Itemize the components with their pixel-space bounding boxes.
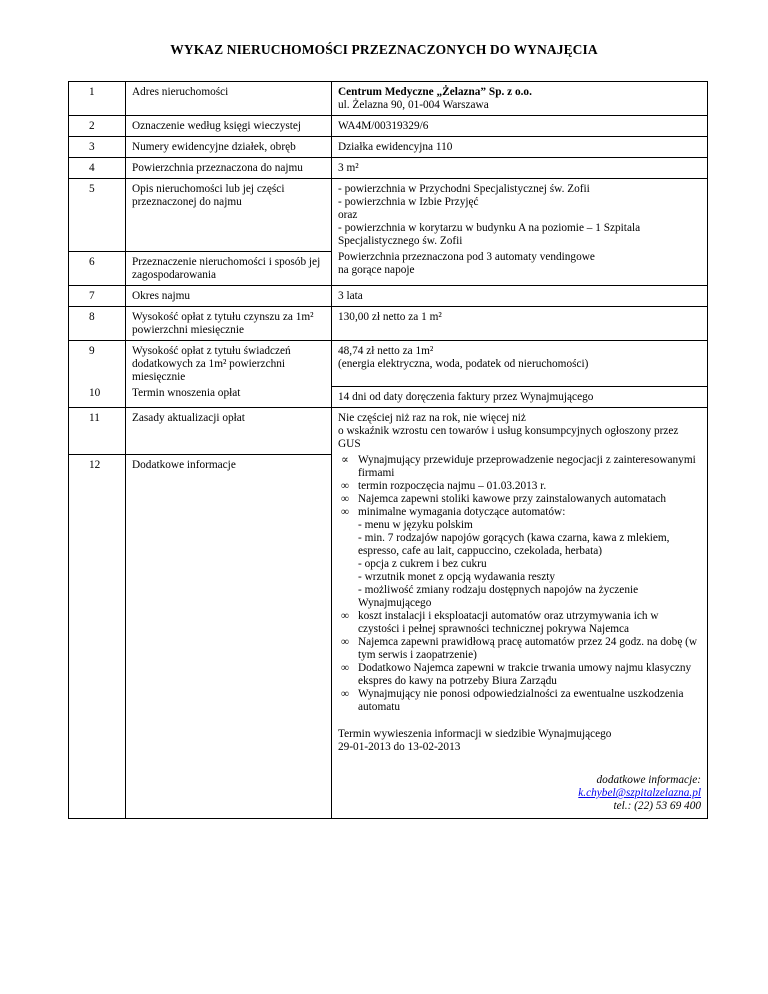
contact-phone: tel.: (22) 53 69 400 <box>613 800 701 812</box>
row-value: WA4M/00319329/6 <box>332 116 708 137</box>
list-item <box>338 662 701 688</box>
row-number: 8 <box>69 306 126 340</box>
additional-info <box>332 454 708 819</box>
row-number: 5 <box>69 179 126 252</box>
infinity-bullet-icon: ∞ <box>340 506 350 518</box>
row-number: 4 <box>69 158 126 179</box>
list-item <box>338 506 701 610</box>
row-label: Adres nieruchomości <box>126 82 332 116</box>
row-number: 11 <box>69 408 126 455</box>
list-item-text: termin rozpoczęcia najmu – 01.03.2013 r. <box>358 480 547 492</box>
row-value: 3 lata <box>332 285 708 306</box>
company-address: ul. Żelazna 90, 01-004 Warszawa <box>338 99 489 111</box>
table-row <box>69 82 708 116</box>
table-row <box>69 340 708 387</box>
table-row <box>69 137 708 158</box>
row-number: 3 <box>69 137 126 158</box>
table-row <box>69 285 708 306</box>
row-value <box>332 82 708 116</box>
row-number: 12 <box>69 454 126 819</box>
row-value: Powierzchnia przeznaczona pod 3 automaty vendingowe na gorące napoje <box>332 251 708 285</box>
row-value: Działka ewidencyjna 110 <box>332 137 708 158</box>
contact-block <box>338 774 701 813</box>
table-row <box>69 387 708 408</box>
table-row <box>69 306 708 340</box>
row-label: Okres najmu <box>126 285 332 306</box>
infinity-bullet-icon: ∞ <box>340 610 350 622</box>
row-value: 3 m² <box>332 158 708 179</box>
table-row <box>69 179 708 252</box>
row-label: Termin wnoszenia opłat <box>126 387 332 408</box>
requirements-sublist: - menu w języku polskim - min. 7 rodzajów napojów gorących (kawa czarna, kawa z mlekiem, espresso, cafe au lait, cappuccino, czekolada, herbata) - opcja z cukrem i bez cukru - wrzutnik monet z opcją wydawania reszty - możliwość zmiany rodzaju dostępnych napojów na życzenie Wynajmującego <box>358 519 670 609</box>
row-label: Dodatkowe informacje <box>126 454 332 819</box>
row-number: 7 <box>69 285 126 306</box>
list-item-text: minimalne wymagania dotyczące automatów: <box>358 506 566 518</box>
row-label: Powierzchnia przeznaczona do najmu <box>126 158 332 179</box>
list-item-text: Najemca zapewni prawidłową pracę automatów przez 24 godz. na dobę (w tym serwis i zaopatrzenie) <box>358 636 698 661</box>
row-label: Numery ewidencyjne działek, obręb <box>126 137 332 158</box>
property-table <box>68 81 708 819</box>
row-label: Przeznaczenie nieruchomości i sposób jej zagospodarowania <box>126 251 332 285</box>
contact-email-link[interactable]: k.chybel@szpitalzelazna.pl <box>578 787 701 799</box>
row-number: 10 <box>69 387 126 408</box>
posting-label: Termin wywieszenia informacji w siedzibie Wynajmującego <box>338 728 612 740</box>
row-value: 130,00 zł netto za 1 m² <box>332 306 708 340</box>
row-label: Opis nieruchomości lub jej części przeznaczonej do najmu <box>126 179 332 252</box>
company-name: Centrum Medyczne „Żelazna” Sp. z o.o. <box>338 86 532 98</box>
list-item-text: koszt instalacji i eksploatacji automatów oraz utrzymywania ich w czystości i pełnej sprawności technicznej pokrywa Najemca <box>358 610 659 635</box>
row-value: Nie częściej niż raz na rok, nie więcej niż o wskaźnik wzrostu cen towarów i usług konsumpcyjnych ogłoszony przez GUS <box>332 408 708 455</box>
list-item <box>338 688 701 714</box>
row-number: 9 <box>69 340 126 387</box>
list-item-text: Dodatkowo Najemca zapewni w trakcie trwania umowy najmu klasyczny ekspres do kawy na potrzeby Biura Zarządu <box>358 662 692 687</box>
row-label: Wysokość opłat z tytułu świadczeń dodatkowych za 1m² powierzchni miesięcznie <box>126 340 332 387</box>
document-title: WYKAZ NIERUCHOMOŚCI PRZEZNACZONYCH DO WYNAJĘCIA <box>170 42 598 57</box>
table-row <box>69 251 708 285</box>
list-item <box>338 610 701 636</box>
row-number: 2 <box>69 116 126 137</box>
row-label: Oznaczenie według księgi wieczystej <box>126 116 332 137</box>
list-item <box>338 636 701 662</box>
table-row <box>69 408 708 455</box>
table-row <box>69 116 708 137</box>
row-value: 14 dni od daty doręczenia faktury przez Wynajmującego <box>332 387 708 408</box>
posting-dates: 29-01-2013 do 13-02-2013 <box>338 741 461 753</box>
row-number: 1 <box>69 82 126 116</box>
list-item <box>338 454 701 480</box>
row-value: 48,74 zł netto za 1m² (energia elektryczna, woda, podatek od nieruchomości) <box>332 340 708 387</box>
list-item-text: Najemca zapewni stoliki kawowe przy zainstalowanych automatach <box>358 493 667 505</box>
table-row <box>69 158 708 179</box>
infinity-bullet-icon: ∞ <box>340 493 350 505</box>
infinity-bullet-icon: ∞ <box>340 480 350 492</box>
table-row <box>69 454 708 819</box>
infinity-bullet-icon: ∞ <box>340 636 350 648</box>
row-number: 6 <box>69 251 126 285</box>
row-label: Wysokość opłat z tytułu czynszu za 1m² powierzchni miesięcznie <box>126 306 332 340</box>
proportional-bullet-icon: ∝ <box>341 454 349 466</box>
infinity-bullet-icon: ∞ <box>340 688 350 700</box>
contact-label: dodatkowe informacje: <box>596 774 701 786</box>
row-value: - powierzchnia w Przychodni Specjalistycznej św. Zofii - powierzchnia w Izbie Przyjęć oraz - powierzchnia w korytarzu w budynku A na poziomie – 1 Szpitala Specjalistycznego św. Zofii <box>332 179 708 252</box>
requirements-list <box>338 454 701 714</box>
row-label: Zasady aktualizacji opłat <box>126 408 332 455</box>
list-item <box>338 480 701 493</box>
list-item <box>338 493 701 506</box>
list-item-text: Wynajmujący nie ponosi odpowiedzialności za ewentualne uszkodzenia automatu <box>358 688 684 713</box>
list-item-text: Wynajmujący przewiduje przeprowadzenie negocjacji z zainteresowanymi firmami <box>358 454 696 479</box>
infinity-bullet-icon: ∞ <box>340 662 350 674</box>
